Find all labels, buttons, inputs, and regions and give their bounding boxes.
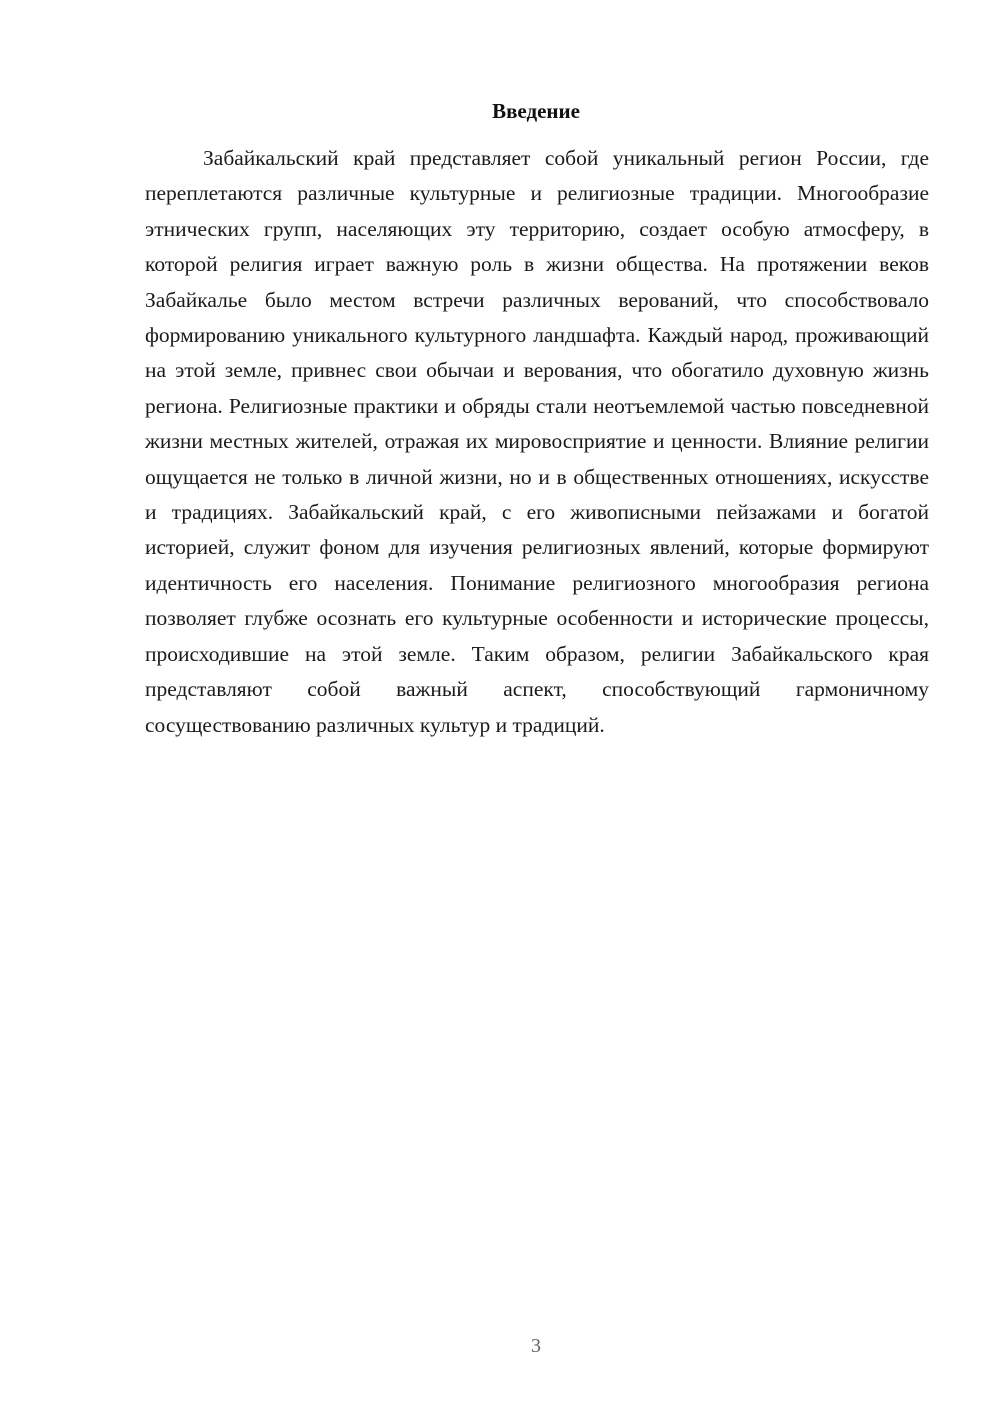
section-heading: Введение (492, 99, 580, 123)
page-number: 3 (531, 1335, 541, 1357)
body-paragraph: Забайкальский край представляет собой уникальный регион России, где переплетаются различные культурные и религиозные традиции. Многообразие этнических групп, населяющих эту территорию, создает особую атмосферу, в которой религия играет важную роль в жизни общества. На протяжении веков Забайкалье было местом встречи различных верований, что способствовало формированию уникального культурного ландшафта. Каждый народ, проживающий на этой земле, привнес свои обычаи и верования, что обогатило духовную жизнь региона. Религиозные практики и обряды стали неотъемлемой частью повседневной жизни местных жителей, отражая их мировосприятие и ценности. Влияние религии ощущается не только в личной жизни, но и в общественных отношениях, искусстве и традициях. Забайкальский край, с его живописными пейзажами и богатой историей, служит фоном для изучения религиозных явлений, которые формируют идентичность его населения. Понимание религиозного многообразия региона позволяет глубже осознать его культурные особенности и исторические процессы, происходившие на этой земле. Таким образом, религии Забайкальского края представляют собой важный аспект, способствующий гармоничному сосуществованию различных культур и традиций. (145, 146, 929, 737)
